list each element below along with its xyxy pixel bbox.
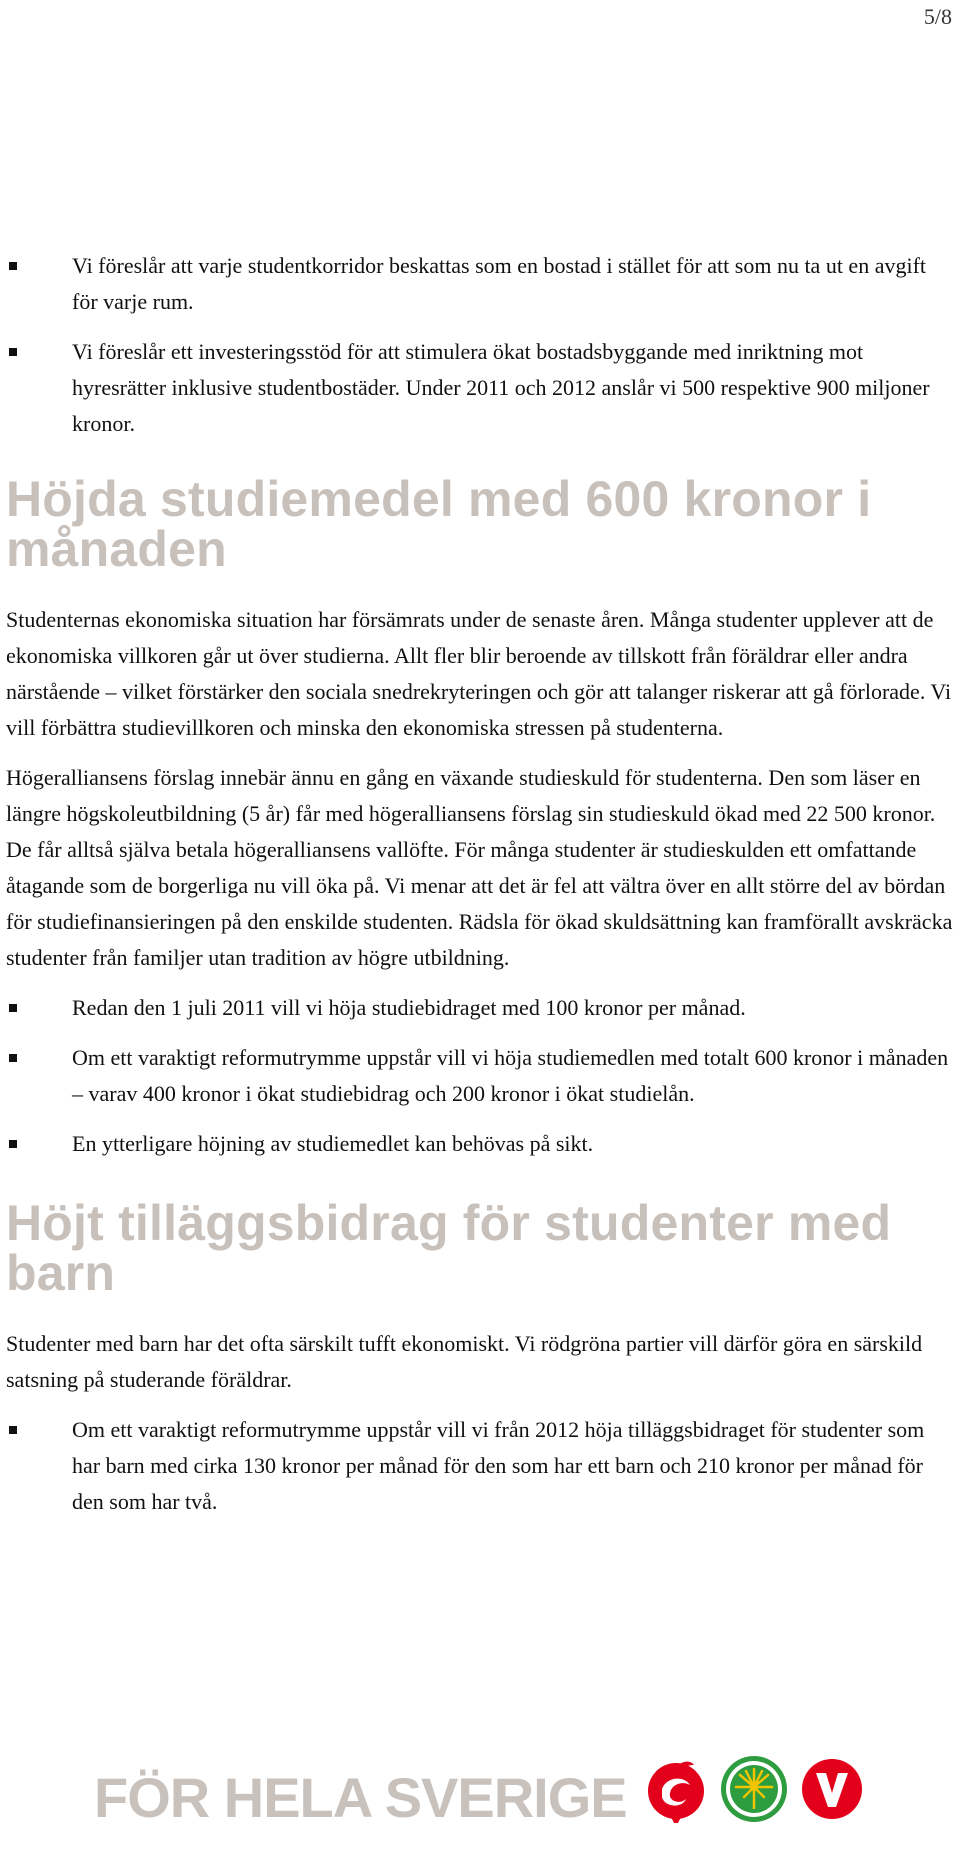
bullet-list	[6, 1412, 954, 1520]
page-number: 5/8	[923, 4, 952, 29]
bullet-list	[6, 248, 954, 442]
dandelion-icon	[718, 1753, 790, 1825]
list-item: En ytterligare höjning av studiemedlet kan behövas på sikt.	[6, 1126, 954, 1162]
slogan: FÖR HELA SVERIGE	[94, 1766, 627, 1829]
list-item: Om ett varaktigt reformutrymme uppstår vill vi höja studiemedlen med totalt 600 kronor i månaden – varav 400 kronor i ökat studiebidrag och 200 kronor i ökat studielån.	[6, 1040, 954, 1112]
rose-icon	[640, 1753, 712, 1825]
paragraph: Högeralliansens förslag innebär ännu en gång en växande studieskuld för studenterna. Den som läser en längre högskoleutbildning (5 år) får med högeralliansens förslag sin studieskuld ökad med 22 500 kronor. De får alltså själva betala högeralliansens vallöfte. För många studenter är studieskulden ett omfattande åtagande som de borgerliga nu vill öka på. Vi menar att det är fel att vältra över en allt större del av bördan för studiefinansieringen på den enskilde studenten. Rädsla för ökad skuldsättning kan framförallt avskräcka studenter från familjer utan tradition av högre utbildning.	[6, 765, 953, 970]
section-heading: Höjda studiemedel med 600 kronor i månaden	[6, 471, 872, 577]
paragraph: Studenternas ekonomiska situation har försämrats under de senaste åren. Många studenter upplever att de ekonomiska villkoren går ut över studierna. Allt fler blir beroende av tillskott från föräldrar eller andra närstående – vilket förstärker den sociala snedrekryteringen och gör att talanger riskerar att gå förlorade. Vi vill förbättra studievillkoren och minska den ekonomiska stressen på studenterna.	[6, 607, 952, 740]
list-item: Vi föreslår ett investeringsstöd för att stimulera ökat bostadsbyggande med inriktning mot hyresrätter inklusive studentbostäder. Under 2011 och 2012 anslår vi 500 respektive 900 miljoner kronor.	[6, 334, 954, 442]
paragraph: Studenter med barn har det ofta särskilt tufft ekonomiskt. Vi rödgröna partier vill därför göra en särskild satsning på studerande föräldrar.	[6, 1331, 923, 1392]
v-icon	[796, 1753, 868, 1825]
document-body	[6, 0, 954, 1520]
list-item: Redan den 1 juli 2011 vill vi höja studiebidraget med 100 kronor per månad.	[6, 990, 954, 1026]
section-heading: Höjt tilläggsbidrag för studenter med barn	[6, 1195, 892, 1301]
footer	[0, 1745, 960, 1865]
list-item: Om ett varaktigt reformutrymme uppstår vill vi från 2012 höja tilläggsbidraget för studenter som har barn med cirka 130 kronor per månad för den som har ett barn och 210 kronor per månad för den som har två.	[6, 1412, 954, 1520]
bullet-list	[6, 990, 954, 1162]
list-item: Vi föreslår att varje studentkorridor beskattas som en bostad i stället för att som nu ta ut en avgift för varje rum.	[6, 248, 954, 320]
